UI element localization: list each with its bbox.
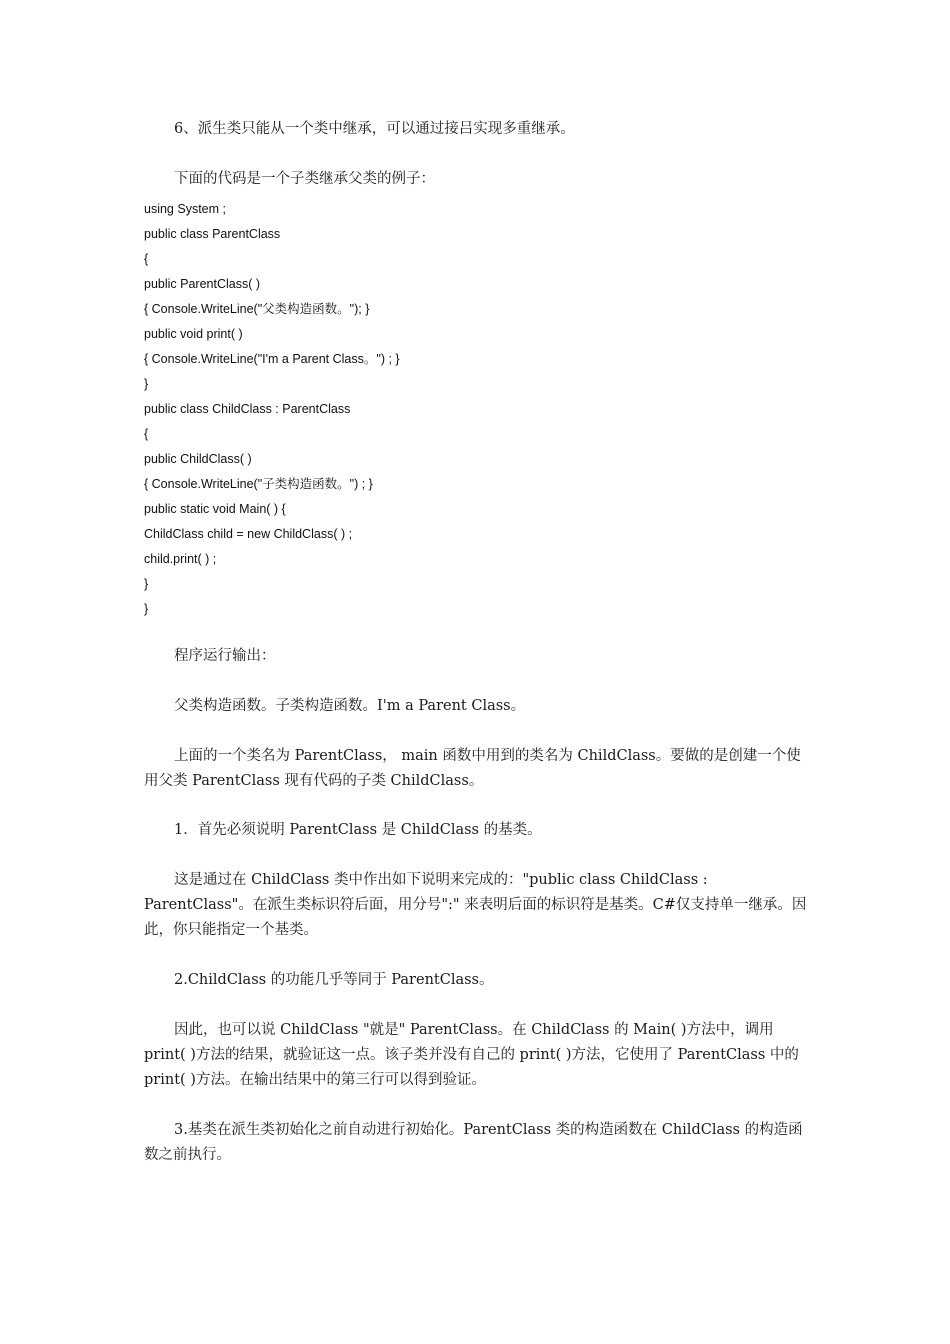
code-line: ChildClass child = new ChildClass( ) ; [144, 527, 353, 541]
output-heading: 程序运行输出： [174, 648, 276, 664]
point-2-detail: 因此，也可以说 ChildClass "就是" ParentClass。在 ChildClass 的 Main( )方法中，调用 print( )方法的结果，就验证这一点。该子类并没有自己的 print( )方法，它使用了 ParentClass 中的 print( )方法。在输出结果中的第三行可以得到验证。 [144, 1022, 799, 1088]
code-line: public class ParentClass [144, 227, 281, 241]
code-line: { Console.WriteLine("子类构造函数。") ; } [144, 477, 373, 491]
code-line: { Console.WriteLine("I'm a Parent Class。") ; } [144, 352, 400, 366]
example-intro-paragraph: 下面的代码是一个子类继承父类的例子： [174, 171, 435, 187]
code-line: { [144, 427, 149, 441]
point-1-detail: 这是通过在 ChildClass 类中作出如下说明来完成的："public class ChildClass : ParentClass"。在派生类标识符后面，用分号":" 来表明后面的标识符是基类。C#仅支持单一继承。因此，你只能指定一个基类。 [144, 872, 807, 938]
code-block [144, 197, 744, 622]
code-line: } [144, 602, 149, 616]
point-3-paragraph: 3.基类在派生类初始化之前自动进行初始化。ParentClass 类的构造函数在 ChildClass 的构造函数之前执行。 [144, 1122, 803, 1163]
code-line: public class ChildClass : ParentClass [144, 402, 351, 416]
output-text: 父类构造函数。子类构造函数。I'm a Parent Class。 [174, 698, 526, 714]
point-1-heading: 1．首先必须说明 ParentClass 是 ChildClass 的基类。 [174, 822, 542, 838]
code-line: public ParentClass( ) [144, 277, 261, 291]
point-6-paragraph: 6、派生类只能从一个类中继承，可以通过接吕实现多重继承。 [174, 121, 575, 137]
code-line: using System ; [144, 202, 226, 216]
point-2-heading: 2.ChildClass 的功能几乎等同于 ParentClass。 [174, 972, 494, 988]
code-line: child.print( ) ; [144, 552, 217, 566]
explanation-paragraph: 上面的一个类名为 ParentClass， main 函数中用到的类名为 ChildClass。要做的是创建一个使用父类 ParentClass 现有代码的子类 ChildClass。 [144, 748, 801, 789]
code-line: { Console.WriteLine("父类构造函数。"); } [144, 302, 370, 316]
code-line: public ChildClass( ) [144, 452, 252, 466]
code-line: { [144, 252, 149, 266]
code-line: } [144, 577, 149, 591]
code-line: public static void Main( ) { [144, 502, 286, 516]
code-line: } [144, 377, 149, 391]
code-line: public void print( ) [144, 327, 243, 341]
